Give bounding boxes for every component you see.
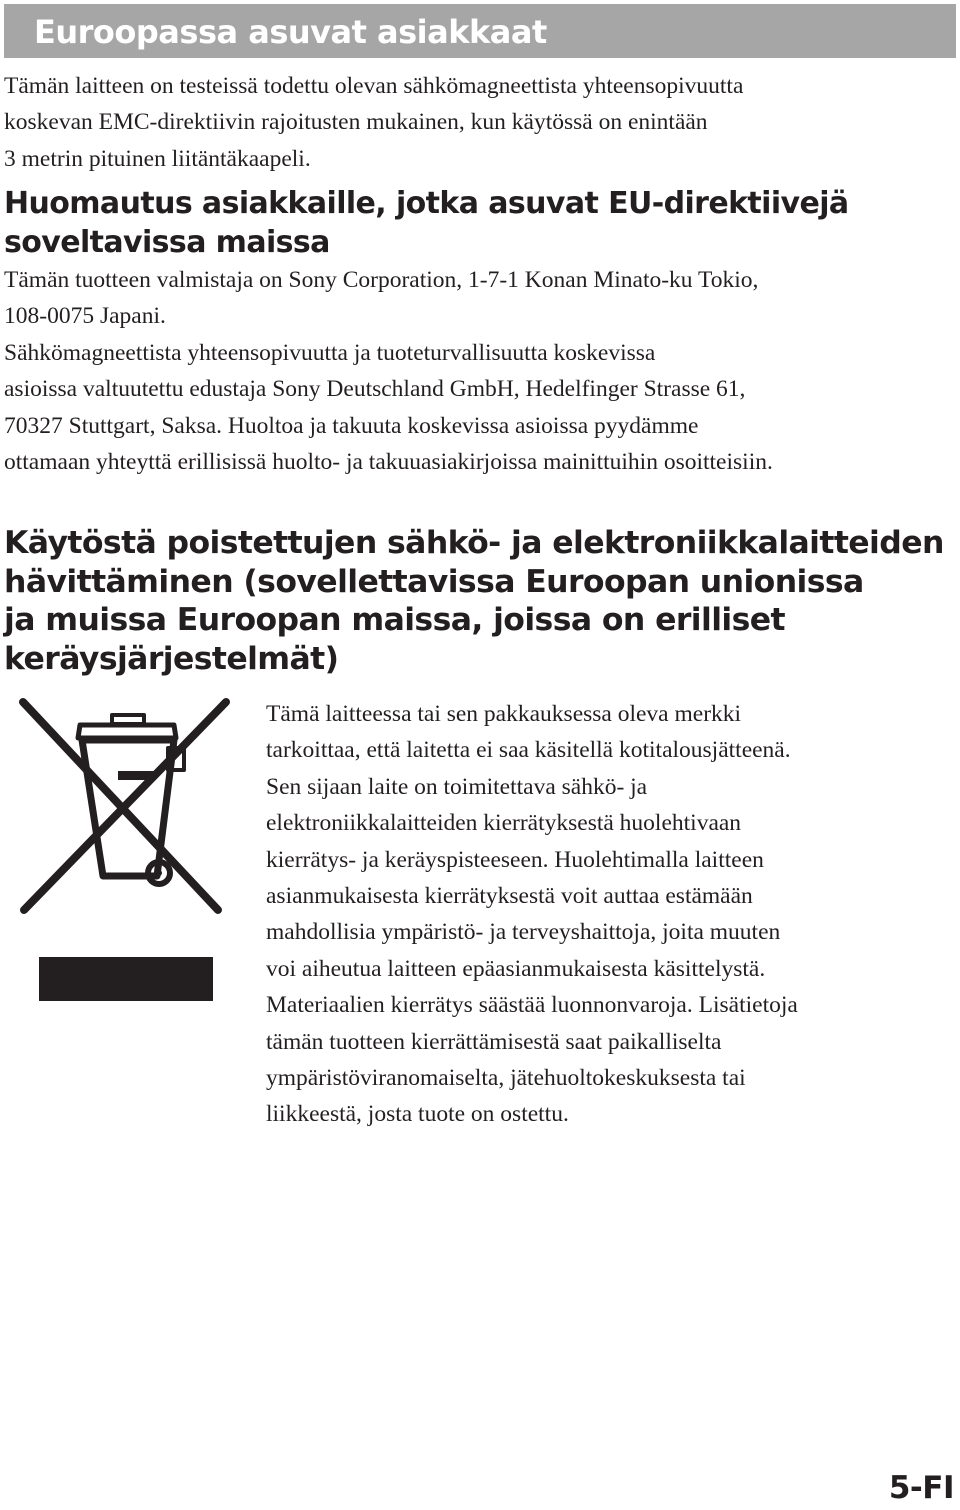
text-line: mahdollisia ympäristö- ja terveyshaittoja, joita muuten [266,919,781,946]
section-title-europe: Euroopassa asuvat asiakkaat [34,13,547,51]
text-line: tämän tuotteen kierrättämisestä saat paikalliselta [266,1028,722,1055]
weee-heading [4,524,944,678]
text-line: ottamaan yhteyttä erillisissä huolto- ja takuuasiakirjoissa mainittuihin osoitteisiin. [4,449,773,476]
text-line: Sen sijaan laite on toimitettava sähkö- ja [266,773,648,800]
eu-notice-heading [4,184,849,262]
text-line: Materiaalien kierrätys säästää luonnonvaroja. Lisätietoja [266,992,798,1019]
crossed-out-wheelie-bin-icon [18,698,232,1004]
text-line: tarkoittaa, että laitetta ei saa käsitellä kotitalousjätteenä. [266,737,791,764]
eu-notice-paragraph [4,262,773,480]
text-line: asianmukaisesta kierrätyksestä voit auttaa estämään [266,883,753,910]
heading-line: Käytöstä poistettujen sähkö- ja elektroniikkalaitteiden [4,525,944,561]
text-line: liikkeestä, josta tuote on ostettu. [266,1101,569,1128]
heading-line: Huomautus asiakkaille, jotka asuvat EU-direktiivejä [4,186,849,221]
text-line: Tämän tuotteen valmistaja on Sony Corporation, 1-7-1 Konan Minato-ku Tokio, [4,267,759,293]
text-line: 70327 Stuttgart, Saksa. Huoltoa ja takuuta koskevissa asioissa pyydämme [4,412,699,439]
text-line: voi aiheutua laitteen epäasianmukaisesta käsittelystä. [266,955,766,982]
text-line: Tämän laitteen on testeissä todettu olevan sähkömagneettista yhteensopivuutta [4,73,744,99]
text-line: asioissa valtuutettu edustaja Sony Deutschland GmbH, Hedelfinger Strasse 61, [4,376,746,403]
text-line: kierrätys- ja keräyspisteeseen. Huolehtimalla laitteen [266,846,764,873]
heading-line: ja muissa Euroopan maissa, joissa on erilliset [4,602,785,638]
text-line: koskevan EMC-direktiivin rajoitusten mukainen, kun käytössä on enintään [4,109,708,136]
europe-paragraph [4,68,743,177]
section-banner [4,4,956,58]
heading-line: keräysjärjestelmät) [4,640,339,677]
text-line: elektroniikkalaitteiden kierrätyksestä huolehtivaan [266,810,742,837]
text-line: ympäristöviranomaiselta, jätehuoltokeskuksesta tai [266,1065,746,1092]
page-number: 5-FI [888,1470,954,1506]
text-line: Sähkömagneettista yhteensopivuutta ja tuoteturvallisuutta koskevissa [4,339,656,366]
text-line: Tämä laitteessa tai sen pakkauksessa oleva merkki [266,701,742,727]
heading-line: soveltavissa maissa [4,225,330,260]
weee-paragraph [266,696,798,1133]
heading-line: hävittäminen (sovellettavissa Euroopan unionissa [4,563,864,600]
text-line: 3 metrin pituinen liitäntäkaapeli. [4,145,311,172]
text-line: 108-0075 Japani. [4,303,166,330]
